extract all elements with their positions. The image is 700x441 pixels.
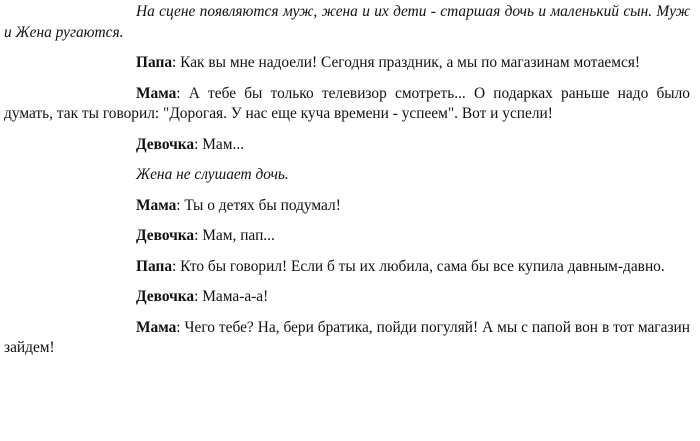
dialogue-line [4, 257, 690, 278]
dialogue-line [4, 287, 690, 308]
speaker-name: Девочка [136, 135, 195, 153]
dialogue-text: : Ты о детях бы подумал! [176, 196, 341, 214]
dialogue-text: : Мам, пап... [194, 227, 275, 244]
dialogue-line [4, 318, 690, 359]
dialogue-line [4, 196, 690, 217]
dialogue-text: : Кто бы говорил! Если б ты их любила, сама бы все купила давным-давно. [172, 257, 665, 275]
speaker-name: Мама [136, 318, 177, 336]
speaker-name: Папа [136, 257, 173, 275]
dialogue-text: : Мама-а-а! [194, 288, 269, 305]
dialogue-line [4, 135, 690, 156]
stage-direction: Жена не слушает дочь. [136, 166, 289, 183]
speaker-name: Мама [136, 84, 177, 102]
dialogue-line [4, 226, 690, 247]
dialogue-line [4, 84, 690, 125]
speaker-name: Девочка [136, 227, 195, 244]
dialogue-text: : Мам... [194, 135, 245, 153]
speaker-name: Девочка [136, 288, 195, 305]
dialogue-line [4, 53, 690, 74]
speaker-name: Мама [136, 196, 177, 214]
speaker-name: Папа [136, 54, 173, 71]
stage-direction: На сцене появляются муж, жена и их дети - старшая дочь и маленький сын. Муж и Жена ругаются. [4, 3, 690, 41]
dialogue-text: : Чего тебе? На, бери братика, пойди погуляй! А мы с папой вон в тот магазин зайдем! [4, 318, 690, 356]
dialogue-text: : А тебе бы только телевизор смотреть... О подарках раньше надо было думать, так ты говорил: "Дорогая. У нас еще куча времени - успеем". Вот и успели! [4, 84, 690, 122]
dialogue-text: : Как вы мне надоели! Сегодня праздник, а мы по магазинам мотаемся! [172, 54, 641, 71]
